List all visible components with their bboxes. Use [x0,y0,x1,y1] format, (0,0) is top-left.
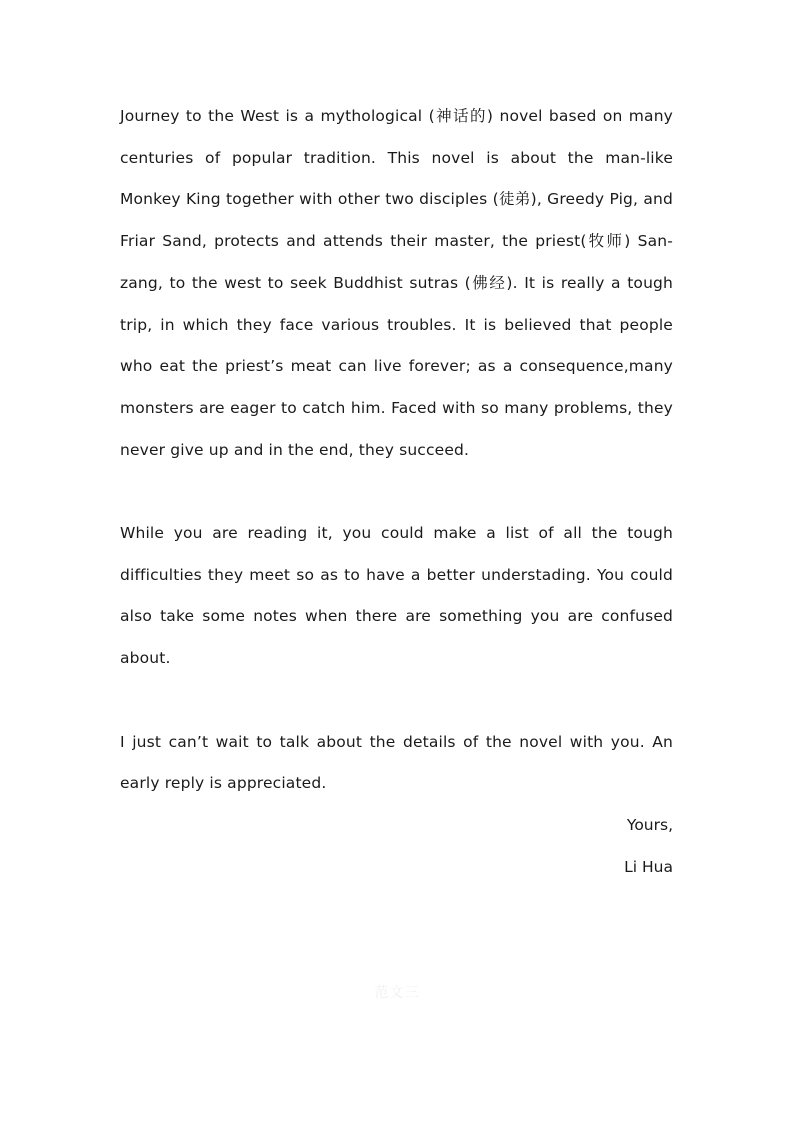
paragraph-novel-summary: Journey to the West is a mythological (神话的) novel based on many centuries of popular tradition. This novel is about the man-like Monkey King together with other two disciples (徒弟), Greedy Pig, and Friar Sand, protects and attends their master, the priest(牧师) San-zang, to the west to seek Buddhist sutras (佛经). It is really a tough trip, in which they face various troubles. It is believed that people who eat the priest’s meat can live forever; as a consequence,many monsters are eager to catch him. Faced with so many problems, they never give up and in the end, they succeed. [120,107,673,459]
signature: Li Hua [624,857,673,876]
closing-line: Yours, [626,815,673,834]
paragraph-reply-request: I just can’t wait to talk about the details of the novel with you. An early reply is appreciated. [120,732,673,793]
watermark-text: 范文三 [374,985,420,1001]
letter-body [120,96,673,888]
paragraph-reading-advice: While you are reading it, you could make a list of all the tough difficulties they meet so as to have a better understading. You could also take some notes when there are something you are confused about. [120,524,673,668]
